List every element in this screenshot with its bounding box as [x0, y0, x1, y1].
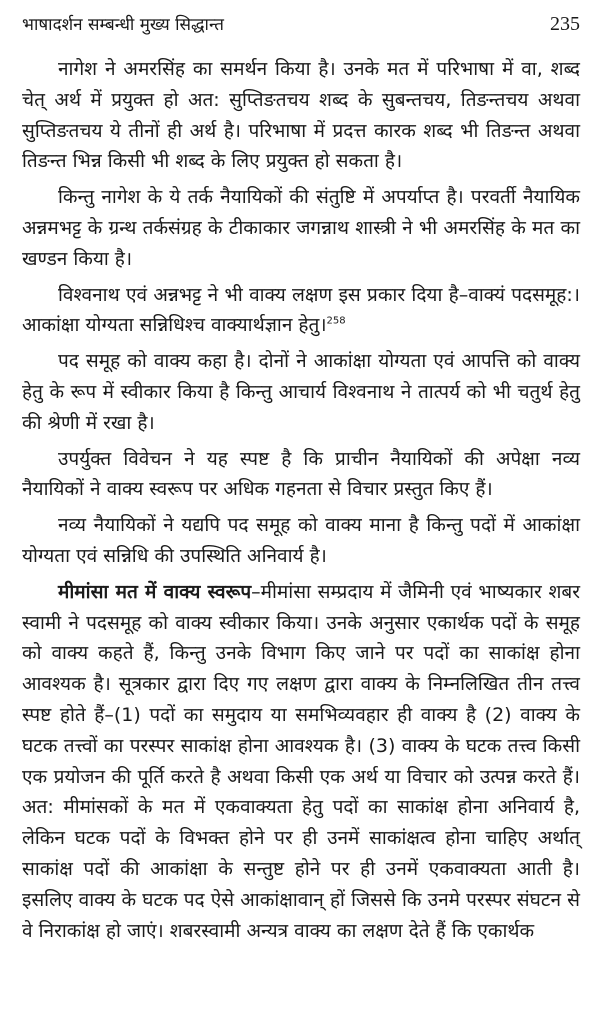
paragraph-text: उपर्युक्त विवेचन ने यह स्पष्ट है कि प्राचीन नैयायिकों की अपेक्षा नव्य नैयायिकों ने वाक्य स्वरूप पर अधिक गहनता से विचार प्रस्तुत किए हैं।: [22, 447, 580, 501]
paragraph-vishwanath: [22, 280, 580, 342]
paragraph-kintu-nagesh: [22, 182, 580, 274]
paragraph-text: विश्वनाथ एवं अन्नभट्ट ने भी वाक्य लक्षण इस प्रकार दिया है–वाक्यं पदसमूह:। आकांक्षा योग्यता सन्निधिश्च वाक्यार्थज्ञान हेतु।: [22, 283, 580, 337]
footnote-marker: 258: [326, 316, 346, 328]
paragraph-pad-samooh: [22, 346, 580, 438]
paragraph-text: पद समूह को वाक्य कहा है। दोनों ने आकांक्षा योग्यता एवं आपत्ति को वाक्य हेतु के रूप में स्वीकार किया है किन्तु आचार्य विश्वनाथ ने तात्पर्य को भी चतुर्थ हेतु की श्रेणी में रखा है।: [22, 350, 580, 434]
paragraph-navya: [22, 510, 580, 572]
paragraph-mimamsa: [22, 577, 580, 947]
paragraph-uparyukt: [22, 444, 580, 506]
paragraph-text: –मीमांसा सम्प्रदाय में जैमिनी एवं भाष्यकार शबर स्वामी ने पदसमूह को वाक्य स्वीकार किया। उनके अनुसार एकार्थक पदों के समूह को वाक्य कहते हैं, किन्तु उनके विभाग किए जाने पर पदों का साकांक्ष होना आवश्यक है। सूत्रकार द्वारा दिए गए लक्षण द्वारा वाक्य के निम्नलिखित तीन तत्त्व स्पष्ट होते हैं–(1) पदों का समुदाय या समभिव्यवहार ही वाक्य है (2) वाक्य के घटक तत्त्वों का परस्पर साकांक्ष होना आवश्यक है। (3) वाक्य के घटक तत्त्व किसी एक प्रयोजन की पूर्ति करते है अथवा किसी एक अर्थ या विचार को उत्पन्न करते हैं। अत: मीमांसकों के मत में एकवाक्यता हेतु पदों का साकांक्ष होना अनिवार्य है, लेकिन घटक पदों के विभक्त होने पर ही उनमें साकांक्षत्व होना चाहिए अर्थात् साकांक्ष पदों की आकांक्षा के सन्तुष्ट होने पर ही उनमें एकवाक्यता आती है। इसलिए वाक्य के घटक पद ऐसे आकांक्षावान् हों जिससे कि उनमे परस्पर संघटन से वे निराकांक्ष हो जाएं। शबरस्वामी अन्यत्र वाक्य का लक्षण देते हैं कि एकार्थक: [22, 580, 580, 942]
paragraph-text: नागेश ने अमरसिंह का समर्थन किया है। उनके मत में परिभाषा में वा, शब्द चेत् अर्थ में प्रयुक्त हो अत: सुप्तिङतचय शब्द के सुबन्तचय, तिङन्तचय अथवा सुप्तिङतचय ये तीनों ही अर्थ है। परिभाषा में प्रदत्त कारक शब्द भी तिङन्त अथवा तिङन्त भिन्न किसी भी शब्द के लिए प्रयुक्त हो सकता है।: [22, 58, 580, 173]
paragraph-text: नव्य नैयायिकों ने यद्यपि पद समूह को वाक्य माना है किन्तु पदों में आकांक्षा योग्यता एवं सन्निधि की उपस्थिति अनिवार्य है।: [22, 514, 580, 567]
paragraph-nagesh: [22, 54, 580, 177]
page-header: [22, 0, 580, 40]
paragraph-text: किन्तु नागेश के ये तर्क नैयायिकों की संतुष्टि में अपर्याप्त है। परवर्ती नैयायिक अन्नमभट्ट के ग्रन्थ तर्कसंग्रह के टीकाकार जगन्नाथ शास्त्री ने भी अमरसिंह के मत का खण्डन किया है।: [22, 186, 580, 270]
running-head: भाषादर्शन सम्बन्धी मुख्य सिद्धान्त: [22, 15, 224, 35]
page-number: 235: [550, 13, 580, 35]
section-heading: मीमांसा मत में वाक्य स्वरूप: [58, 580, 252, 603]
